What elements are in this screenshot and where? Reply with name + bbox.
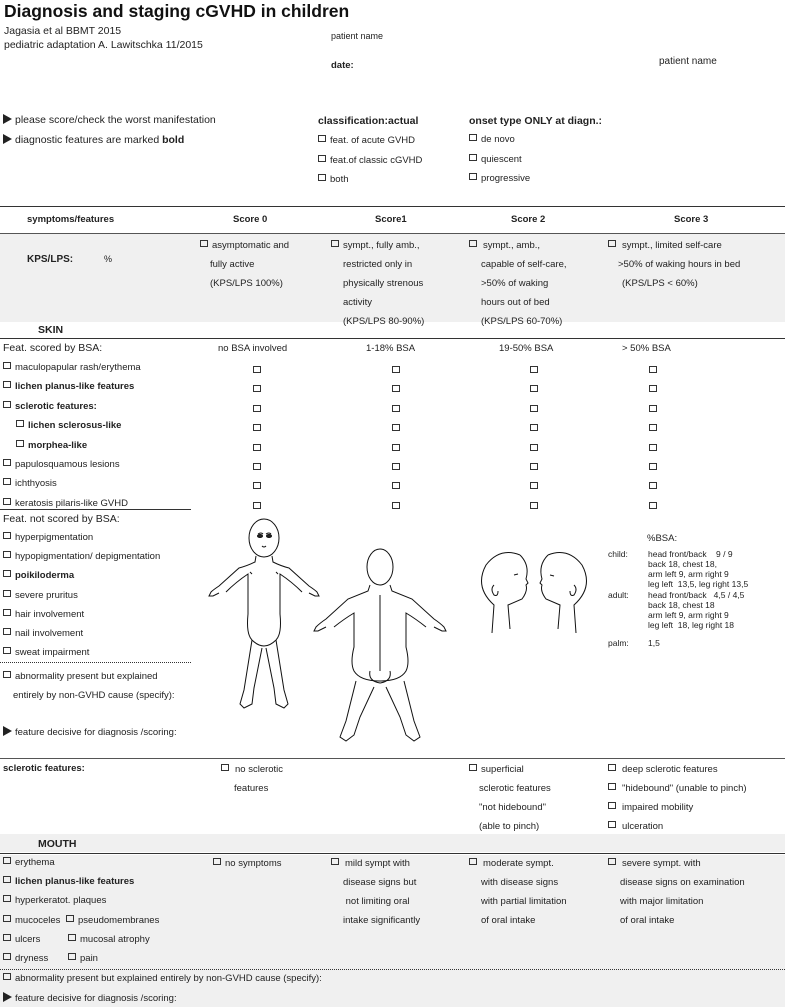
- checkbox[interactable]: [68, 934, 76, 941]
- feature-label: pain: [80, 953, 98, 964]
- option-text: disease signs but: [343, 877, 417, 888]
- checkbox[interactable]: [3, 551, 11, 558]
- option-text: sympt., amb.,: [483, 240, 541, 251]
- adaptation-credit: pediatric adaptation A. Lawitschka 11/2015: [4, 39, 203, 51]
- bsa-value: leg left 13,5, leg right 13,5: [648, 579, 749, 589]
- checkbox[interactable]: [3, 876, 11, 883]
- checkbox[interactable]: [16, 440, 24, 447]
- score0-checkbox[interactable]: [253, 366, 261, 373]
- skin-section-title: SKIN: [38, 324, 64, 336]
- mouth-feature[interactable]: [68, 934, 150, 945]
- option-text: (KPS/LPS < 60%): [622, 278, 698, 289]
- classification-option-both[interactable]: [318, 174, 349, 185]
- checkbox[interactable]: [469, 173, 477, 180]
- skin-decisive-feature[interactable]: [3, 726, 177, 738]
- kps-score2[interactable]: [469, 236, 567, 331]
- dotted-divider: [0, 662, 191, 663]
- checkbox[interactable]: [469, 858, 477, 865]
- feature-label: dryness: [15, 953, 49, 964]
- option-text: (KPS/LPS 60-70%): [481, 316, 563, 327]
- score1-checkbox[interactable]: [392, 366, 400, 373]
- mouth-feature[interactable]: [66, 915, 159, 926]
- option-text: with partial limitation: [481, 896, 567, 907]
- checkbox[interactable]: [318, 174, 326, 181]
- score3-checkbox[interactable]: [649, 366, 657, 373]
- option-text: features: [234, 783, 269, 794]
- mouth-score2[interactable]: [469, 854, 567, 930]
- checkbox[interactable]: [3, 915, 11, 922]
- feature-label: poikiloderma: [15, 570, 75, 582]
- checkbox[interactable]: [3, 628, 11, 635]
- classification-title: classification:actual: [318, 115, 419, 127]
- onset-title: onset type ONLY at diagn.:: [469, 115, 603, 127]
- bsa-value: arm left 9, arm right 9: [648, 610, 729, 620]
- option-text: capable of self-care,: [481, 259, 567, 270]
- score2-checkbox[interactable]: [530, 385, 538, 392]
- checkbox[interactable]: [68, 953, 76, 960]
- mouth-title-background: [0, 834, 785, 852]
- option-text: with disease signs: [481, 877, 559, 888]
- checkbox[interactable]: [66, 915, 74, 922]
- score3-checkbox[interactable]: [649, 502, 657, 509]
- kps-label: KPS/LPS:: [27, 254, 74, 265]
- mouth-feature[interactable]: [3, 876, 134, 887]
- not-bsa-feature-row[interactable]: [3, 551, 160, 562]
- score1-checkbox[interactable]: [392, 482, 400, 489]
- score0-checkbox[interactable]: [253, 482, 261, 489]
- bsa-legend-palm-value: 1,5: [648, 638, 660, 648]
- triangle-bullet-icon: [3, 992, 12, 1002]
- checkbox[interactable]: [3, 478, 11, 485]
- option-text: asymptomatic and: [212, 240, 290, 251]
- checkbox[interactable]: [16, 420, 24, 427]
- option-text: disease signs on examination: [620, 877, 745, 888]
- divider: [0, 758, 785, 759]
- feature-label: lichen planus-like features: [15, 876, 135, 888]
- option-label: both: [330, 174, 349, 185]
- option-text: entirely by non-GVHD cause (specify):: [13, 690, 175, 701]
- checkbox[interactable]: [213, 858, 221, 865]
- option-text: moderate sympt.: [483, 858, 554, 869]
- sclerotic-features-label: sclerotic features:: [3, 763, 85, 774]
- not-bsa-feature-row[interactable]: [3, 609, 84, 620]
- bsa-value: back 18, chest 18: [648, 600, 715, 610]
- sclerotic-score0[interactable]: [221, 760, 283, 798]
- not-bsa-feature-row[interactable]: [3, 532, 93, 543]
- score3-checkbox[interactable]: [649, 405, 657, 412]
- bsa-value: arm left 9, arm right 9: [648, 569, 729, 579]
- feature-label: pseudomembranes: [78, 914, 160, 926]
- option-text: no symptoms: [225, 858, 282, 869]
- bsa-legend-title: %BSA:: [647, 533, 678, 544]
- feature-label: keratosis pilaris-like GVHD: [15, 497, 128, 509]
- option-text: (KPS/LPS 100%): [210, 278, 283, 289]
- checkbox[interactable]: [608, 858, 616, 865]
- bsa-feature-row[interactable]: [16, 420, 121, 431]
- option-text: "hidebound" (unable to pinch): [622, 783, 747, 794]
- bsa-legend-adult-values: [648, 590, 744, 630]
- score1-checkbox[interactable]: [392, 463, 400, 470]
- feature-label: morphea-like: [28, 439, 88, 451]
- patient-name-label[interactable]: patient name: [331, 31, 384, 41]
- mouth-feature[interactable]: [3, 915, 60, 926]
- option-label: progressive: [481, 173, 531, 184]
- patient-name-label-right[interactable]: patient name: [659, 56, 717, 67]
- option-text: fully active: [210, 259, 255, 270]
- bsa-value: leg left 18, leg right 18: [648, 620, 735, 630]
- mouth-score1[interactable]: [331, 854, 420, 930]
- score0-checkbox[interactable]: [253, 424, 261, 431]
- checkbox[interactable]: [3, 401, 11, 408]
- checkbox[interactable]: [3, 934, 11, 941]
- not-bsa-feature-row[interactable]: [3, 628, 83, 639]
- score0-checkbox[interactable]: [253, 502, 261, 509]
- score2-checkbox[interactable]: [530, 482, 538, 489]
- option-text: of oral intake: [620, 915, 675, 926]
- bsa-header-score2: 19-50% BSA: [499, 343, 554, 354]
- divider: [0, 206, 785, 207]
- option-text: (able to pinch): [479, 821, 540, 832]
- instruction-text: diagnostic features are marked: [15, 134, 163, 146]
- feature-label: mucosal atrophy: [80, 933, 150, 945]
- citation: Jagasia et al BBMT 2015: [4, 25, 122, 37]
- decisive-text: feature decisive for diagnosis /scoring:: [15, 993, 177, 1004]
- head-diagram-profiles[interactable]: [478, 545, 590, 635]
- score2-checkbox[interactable]: [530, 502, 538, 509]
- checkbox[interactable]: [469, 154, 477, 161]
- mouth-abnormality-option[interactable]: [3, 973, 322, 984]
- checkbox[interactable]: [3, 895, 11, 902]
- option-text: sympt., fully amb.,: [343, 240, 420, 251]
- score0-checkbox[interactable]: [253, 385, 261, 392]
- checkbox[interactable]: [3, 609, 11, 616]
- col-header-score1: Score1: [375, 214, 407, 225]
- classification-option-acute[interactable]: [318, 135, 415, 146]
- checkbox[interactable]: [318, 155, 326, 162]
- score2-checkbox[interactable]: [530, 424, 538, 431]
- checkbox[interactable]: [3, 570, 11, 577]
- score2-checkbox[interactable]: [530, 463, 538, 470]
- mouth-feature[interactable]: [3, 895, 106, 906]
- option-text: superficial: [481, 764, 524, 775]
- body-diagram-back[interactable]: [312, 545, 452, 745]
- option-text: (KPS/LPS 80-90%): [343, 316, 425, 327]
- checkbox[interactable]: [331, 240, 339, 247]
- bsa-feature-row[interactable]: [3, 401, 97, 412]
- score1-checkbox[interactable]: [392, 424, 400, 431]
- mouth-feature[interactable]: [68, 953, 98, 964]
- feature-label: hyperpigmentation: [15, 532, 94, 543]
- kps-score1[interactable]: [331, 236, 424, 331]
- score3-checkbox[interactable]: [649, 424, 657, 431]
- col-header-score3: Score 3: [674, 214, 709, 225]
- bsa-feature-row[interactable]: [3, 381, 134, 392]
- option-text: restricted only in: [343, 259, 413, 270]
- dotted-divider: [0, 969, 785, 970]
- option-label: feat.of classic cGVHD: [330, 155, 423, 166]
- bsa-value: head front/back 4,5 / 4,5: [648, 590, 745, 600]
- not-bsa-feature-row[interactable]: [3, 590, 78, 601]
- not-bsa-header: Feat. not scored by BSA:: [3, 513, 120, 525]
- score0-checkbox[interactable]: [253, 463, 261, 470]
- checkbox[interactable]: [608, 783, 616, 790]
- bsa-feature-row[interactable]: [3, 498, 128, 509]
- option-text: abnormality present but explained entirely by non-GVHD cause (specify):: [15, 973, 322, 984]
- feature-label: severe pruritus: [15, 589, 78, 601]
- score2-checkbox[interactable]: [530, 444, 538, 451]
- feature-label: ichthyosis: [15, 478, 57, 490]
- score1-checkbox[interactable]: [392, 405, 400, 412]
- option-text: activity: [343, 297, 373, 308]
- bsa-header-label: Feat. scored by BSA:: [3, 342, 103, 354]
- onset-option-de-novo[interactable]: [469, 134, 515, 145]
- bsa-legend-child-values: [648, 549, 748, 589]
- score1-checkbox[interactable]: [392, 385, 400, 392]
- feature-label: hyperkeratot. plaques: [15, 895, 107, 907]
- checkbox[interactable]: [469, 764, 477, 771]
- feature-label: ulcers: [15, 933, 41, 945]
- option-text: ulceration: [622, 821, 664, 832]
- option-text: abnormality present but explained: [15, 671, 158, 682]
- feature-label: hypopigmentation/ depigmentation: [15, 551, 161, 563]
- date-label[interactable]: date:: [331, 60, 354, 71]
- mouth-feature[interactable]: [3, 953, 48, 964]
- checkbox[interactable]: [318, 135, 326, 142]
- feature-label: nail involvement: [15, 628, 84, 639]
- bsa-header-score1: 1-18% BSA: [366, 343, 416, 354]
- feature-label: lichen sclerosus-like: [28, 420, 122, 432]
- option-text: >50% of waking: [481, 278, 549, 289]
- option-text: intake significantly: [343, 915, 421, 926]
- bsa-feature-row[interactable]: [3, 478, 57, 489]
- divider: [0, 509, 191, 510]
- page-title: Diagnosis and staging cGVHD in children: [4, 1, 350, 21]
- option-text: no sclerotic: [235, 764, 284, 775]
- onset-option-quiescent[interactable]: [469, 154, 522, 165]
- bsa-feature-row[interactable]: [16, 440, 87, 451]
- checkbox[interactable]: [221, 764, 229, 771]
- option-text: sclerotic features: [479, 783, 551, 794]
- checkbox[interactable]: [3, 532, 11, 539]
- option-label: quiescent: [481, 154, 522, 165]
- checkbox[interactable]: [331, 858, 339, 865]
- feature-label: maculopapular rash/erythema: [15, 362, 141, 373]
- classification-option-classic[interactable]: [318, 155, 422, 166]
- score3-checkbox[interactable]: [649, 463, 657, 470]
- mouth-section-title: MOUTH: [38, 838, 77, 850]
- onset-option-progressive[interactable]: [469, 173, 530, 184]
- option-text: deep sclerotic features: [622, 764, 718, 775]
- checkbox[interactable]: [3, 381, 11, 388]
- bsa-feature-row[interactable]: [3, 459, 120, 470]
- bsa-feature-row[interactable]: [3, 362, 141, 373]
- checkbox[interactable]: [608, 240, 616, 247]
- checkbox[interactable]: [608, 821, 616, 828]
- divider: [0, 338, 785, 339]
- bsa-legend-child-label: child:: [608, 549, 628, 559]
- option-text: >50% of waking hours in bed: [618, 259, 741, 270]
- feature-label: lichen planus-like features: [15, 381, 135, 393]
- option-text: "not hidebound": [479, 802, 546, 813]
- col-header-score2: Score 2: [511, 214, 546, 225]
- bsa-header-score0: no BSA involved: [218, 343, 288, 354]
- bsa-header-score3: > 50% BSA: [622, 343, 671, 354]
- feature-label: erythema: [15, 857, 55, 868]
- mouth-feature[interactable]: [3, 857, 55, 868]
- mouth-decisive-feature[interactable]: [3, 992, 177, 1004]
- checkbox[interactable]: [3, 647, 11, 654]
- mouth-score0[interactable]: [213, 854, 282, 873]
- option-text: not limiting oral: [343, 896, 410, 907]
- score0-checkbox[interactable]: [253, 405, 261, 412]
- skin-abnormality-option[interactable]: [3, 667, 175, 705]
- checkbox[interactable]: [469, 240, 477, 247]
- option-text: of oral intake: [481, 915, 536, 926]
- feature-label: papulosquamous lesions: [15, 459, 120, 470]
- bsa-legend-adult-label: adult:: [608, 590, 629, 600]
- checkbox[interactable]: [3, 857, 11, 864]
- sclerotic-score3[interactable]: [608, 760, 747, 836]
- score3-checkbox[interactable]: [649, 385, 657, 392]
- feature-label: mucoceles: [15, 914, 61, 926]
- triangle-bullet-icon: [3, 114, 12, 124]
- instruction-bold-marking: [3, 134, 184, 146]
- option-text: mild sympt with: [345, 858, 410, 869]
- col-header-symptoms: symptoms/features: [27, 214, 115, 225]
- instruction-worst-manifestation: [3, 114, 216, 126]
- option-label: de novo: [481, 134, 515, 145]
- kps-score3[interactable]: [608, 236, 740, 293]
- instruction-text: please score/check the worst manifestation: [15, 114, 216, 126]
- sclerotic-score2[interactable]: [469, 760, 551, 836]
- checkbox[interactable]: [608, 802, 616, 809]
- checkbox[interactable]: [3, 953, 11, 960]
- checkbox[interactable]: [3, 671, 11, 678]
- col-header-score0: Score 0: [233, 214, 268, 225]
- kps-unit[interactable]: %: [104, 254, 113, 264]
- checkbox[interactable]: [3, 973, 11, 980]
- score3-checkbox[interactable]: [649, 444, 657, 451]
- bsa-value: back 18, chest 18,: [648, 559, 717, 569]
- option-text: severe sympt. with: [622, 858, 701, 869]
- checkbox[interactable]: [3, 498, 11, 505]
- bold-word: bold: [162, 134, 185, 146]
- decisive-text: feature decisive for diagnosis /scoring:: [15, 727, 177, 738]
- score1-checkbox[interactable]: [392, 502, 400, 509]
- checkbox[interactable]: [608, 764, 616, 771]
- option-label: feat. of acute GVHD: [330, 135, 416, 146]
- option-text: sympt., limited self-care: [622, 240, 722, 251]
- score2-checkbox[interactable]: [530, 405, 538, 412]
- option-text: with major limitation: [620, 896, 704, 907]
- triangle-bullet-icon: [3, 134, 12, 144]
- checkbox[interactable]: [3, 362, 11, 369]
- bsa-value: head front/back 9 / 9: [648, 549, 733, 559]
- body-diagram-front[interactable]: [208, 512, 320, 720]
- kps-score0[interactable]: [200, 236, 289, 293]
- feature-label: sclerotic features:: [15, 400, 97, 412]
- checkbox[interactable]: [469, 134, 477, 141]
- score1-checkbox[interactable]: [392, 444, 400, 451]
- option-text: impaired mobility: [622, 802, 694, 813]
- score0-checkbox[interactable]: [253, 444, 261, 451]
- score2-checkbox[interactable]: [530, 366, 538, 373]
- feature-label: sweat impairment: [15, 647, 90, 659]
- bsa-legend-palm-label: palm:: [608, 638, 629, 648]
- option-text: hours out of bed: [481, 297, 550, 308]
- not-bsa-feature-row[interactable]: [3, 570, 74, 581]
- mouth-feature[interactable]: [3, 934, 40, 945]
- triangle-bullet-icon: [3, 726, 12, 736]
- checkbox[interactable]: [3, 459, 11, 466]
- option-text: physically strenous: [343, 278, 424, 289]
- score3-checkbox[interactable]: [649, 482, 657, 489]
- checkbox[interactable]: [200, 240, 208, 247]
- checkbox[interactable]: [3, 590, 11, 597]
- mouth-score3[interactable]: [608, 854, 745, 930]
- feature-label: hair involvement: [15, 608, 85, 620]
- not-bsa-feature-row[interactable]: [3, 647, 89, 658]
